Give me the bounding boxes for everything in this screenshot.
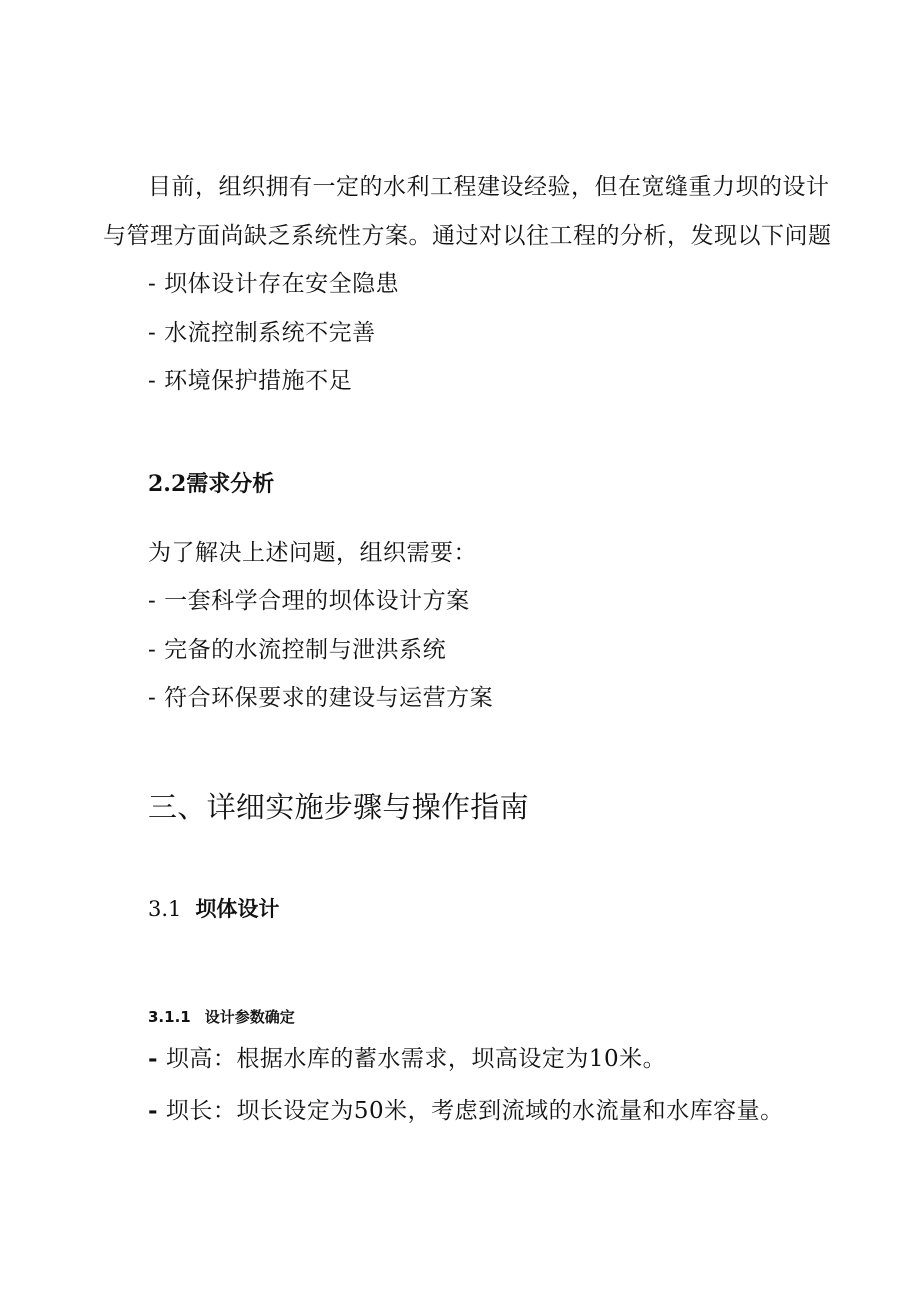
section-3-1-1-number: 3.1.1 [148, 1008, 191, 1026]
intro-paragraph-line-2: 与管理方面尚缺乏系统性方案。通过对以往工程的分析，发现以下问题 [103, 223, 832, 249]
param-text: 坝高：根据水库的蓄水需求，坝高设定为10米。 [165, 1046, 667, 1072]
param-list-item [148, 1047, 666, 1071]
section-3-heading: 三、详细实施步骤与操作指南 [148, 790, 529, 824]
section-2-2-heading: 2.2需求分析 [148, 471, 275, 497]
section-3-1-1-heading [148, 1010, 295, 1025]
problem-list-item: - 水流控制系统不完善 [148, 320, 376, 346]
need-list-item: - 符合环保要求的建设与运营方案 [148, 685, 494, 711]
section-3-1-heading [148, 899, 279, 920]
problem-list-item: - 环境保护措施不足 [148, 368, 353, 394]
need-list-item: - 一套科学合理的坝体设计方案 [148, 588, 470, 614]
param-list-item [148, 1099, 784, 1123]
intro-paragraph-line-1: 目前，组织拥有一定的水利工程建设经验，但在宽缝重力坝的设计 [148, 174, 830, 200]
problem-list-item: - 坝体设计存在安全隐患 [148, 271, 400, 297]
section-3-1-1-title: 设计参数确定 [204, 1008, 295, 1026]
param-dash: - [148, 1097, 159, 1124]
section-2-2-lead: 为了解决上述问题，组织需要： [148, 540, 477, 566]
param-dash: - [148, 1045, 159, 1072]
param-text: 坝长：坝长设定为50米，考虑到流域的水流量和水库容量。 [165, 1098, 784, 1124]
section-3-1-number: 3.1 [148, 897, 182, 921]
section-3-1-title: 坝体设计 [195, 897, 280, 921]
need-list-item: - 完备的水流控制与泄洪系统 [148, 637, 447, 663]
